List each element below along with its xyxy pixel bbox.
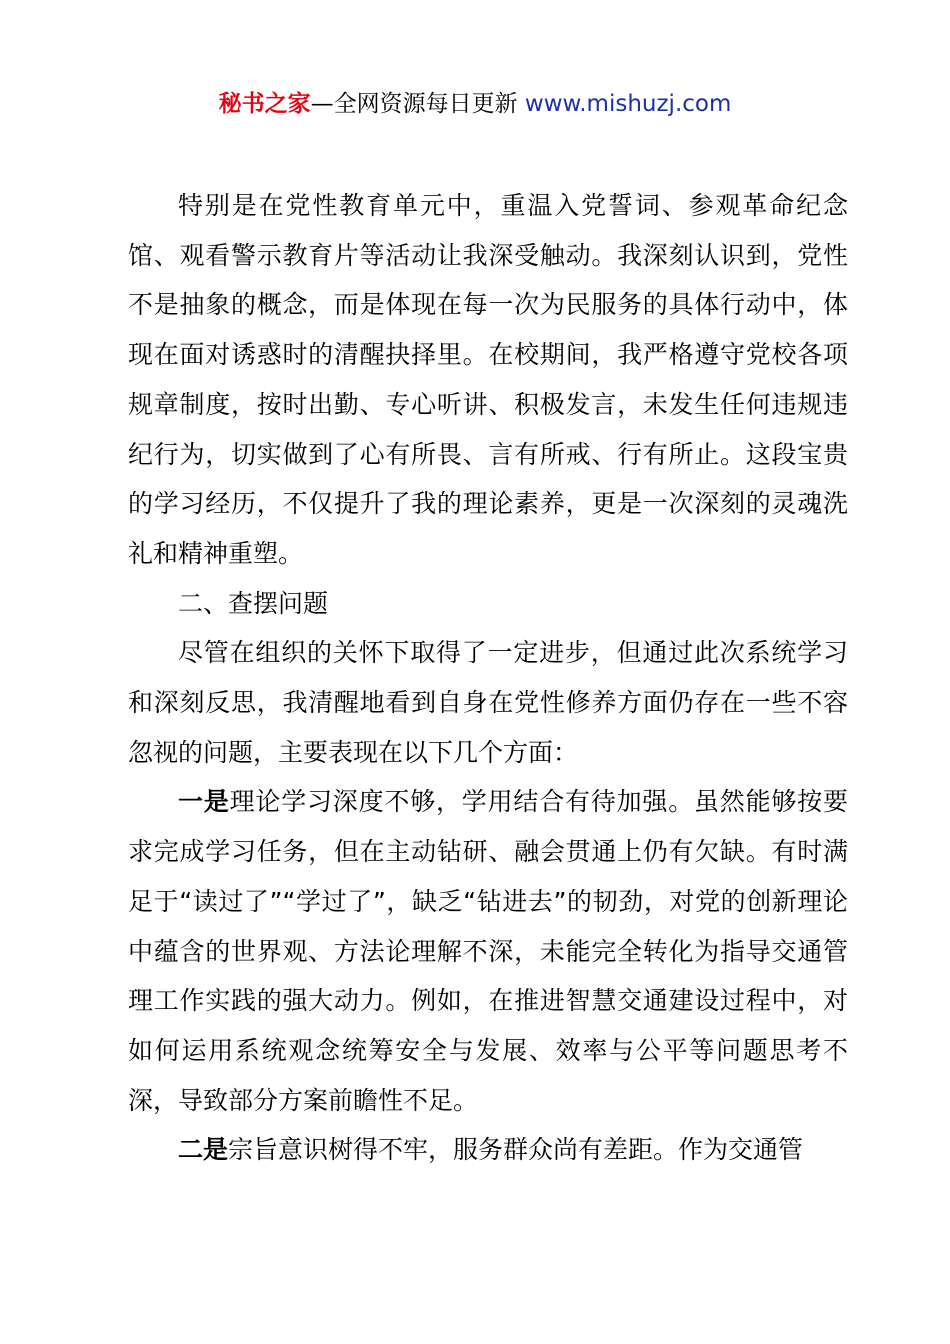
paragraph-party-education: 特别是在党性教育单元中，重温入党誓词、参观革命纪念馆、观看警示教育片等活动让我深受触动。我深刻认识到，党性不是抽象的概念，而是体现在每一次为民服务的具体行动中，体现在面对诱惑时的清醒抉择里。在校期间，我严格遵守党校各项规章制度，按时出勤、专心听讲、积极发言，未发生任何违规违纪行为，切实做到了心有所畏、言有所戒、行有所止。这段宝贵的学习经历，不仅提升了我的理论素养，更是一次深刻的灵魂洗礼和精神重塑。 [128,191,848,568]
site-url-link[interactable]: www.mishuzj.com [524,91,732,117]
paragraph-problem-two [128,1125,848,1175]
paragraph-problems-intro: 尽管在组织的关怀下取得了一定进步，但通过此次系统学习和深刻反思，我清醒地看到自身在党性修养方面仍存在一些不容忽视的问题，主要表现在以下几个方面： [128,638,848,767]
section-heading-problems: 二、查摆问题 [178,588,329,618]
paragraph-problem-one [128,777,848,1125]
problem-one-text: 理论学习深度不够，学用结合有待加强。虽然能够按要求完成学习任务，但在主动钻研、融会贯通上仍有欠缺。有时满足于“读过了”“学过了”，缺乏“钻进去”的韧劲，对党的创新理论中蕴含的世界观、方法论理解不深，未能完全转化为指导交通管理工作实践的强大动力。例如，在推进智慧交通建设过程中，对如何运用系统观念统筹安全与发展、效率与公平等问题思考不深，导致部分方案前瞻性不足。 [128,787,848,1115]
brand-name: 秘书之家 [218,91,311,117]
page-header [0,88,950,120]
problem-two-text: 宗旨意识树得不牢，服务群众尚有差距。作为交通管 [228,1135,804,1165]
problem-two-lead: 二是 [178,1135,229,1165]
problem-one-lead: 一是 [178,787,230,817]
document-body [128,181,848,1175]
header-tagline: —全网资源每日更新 [310,91,518,117]
